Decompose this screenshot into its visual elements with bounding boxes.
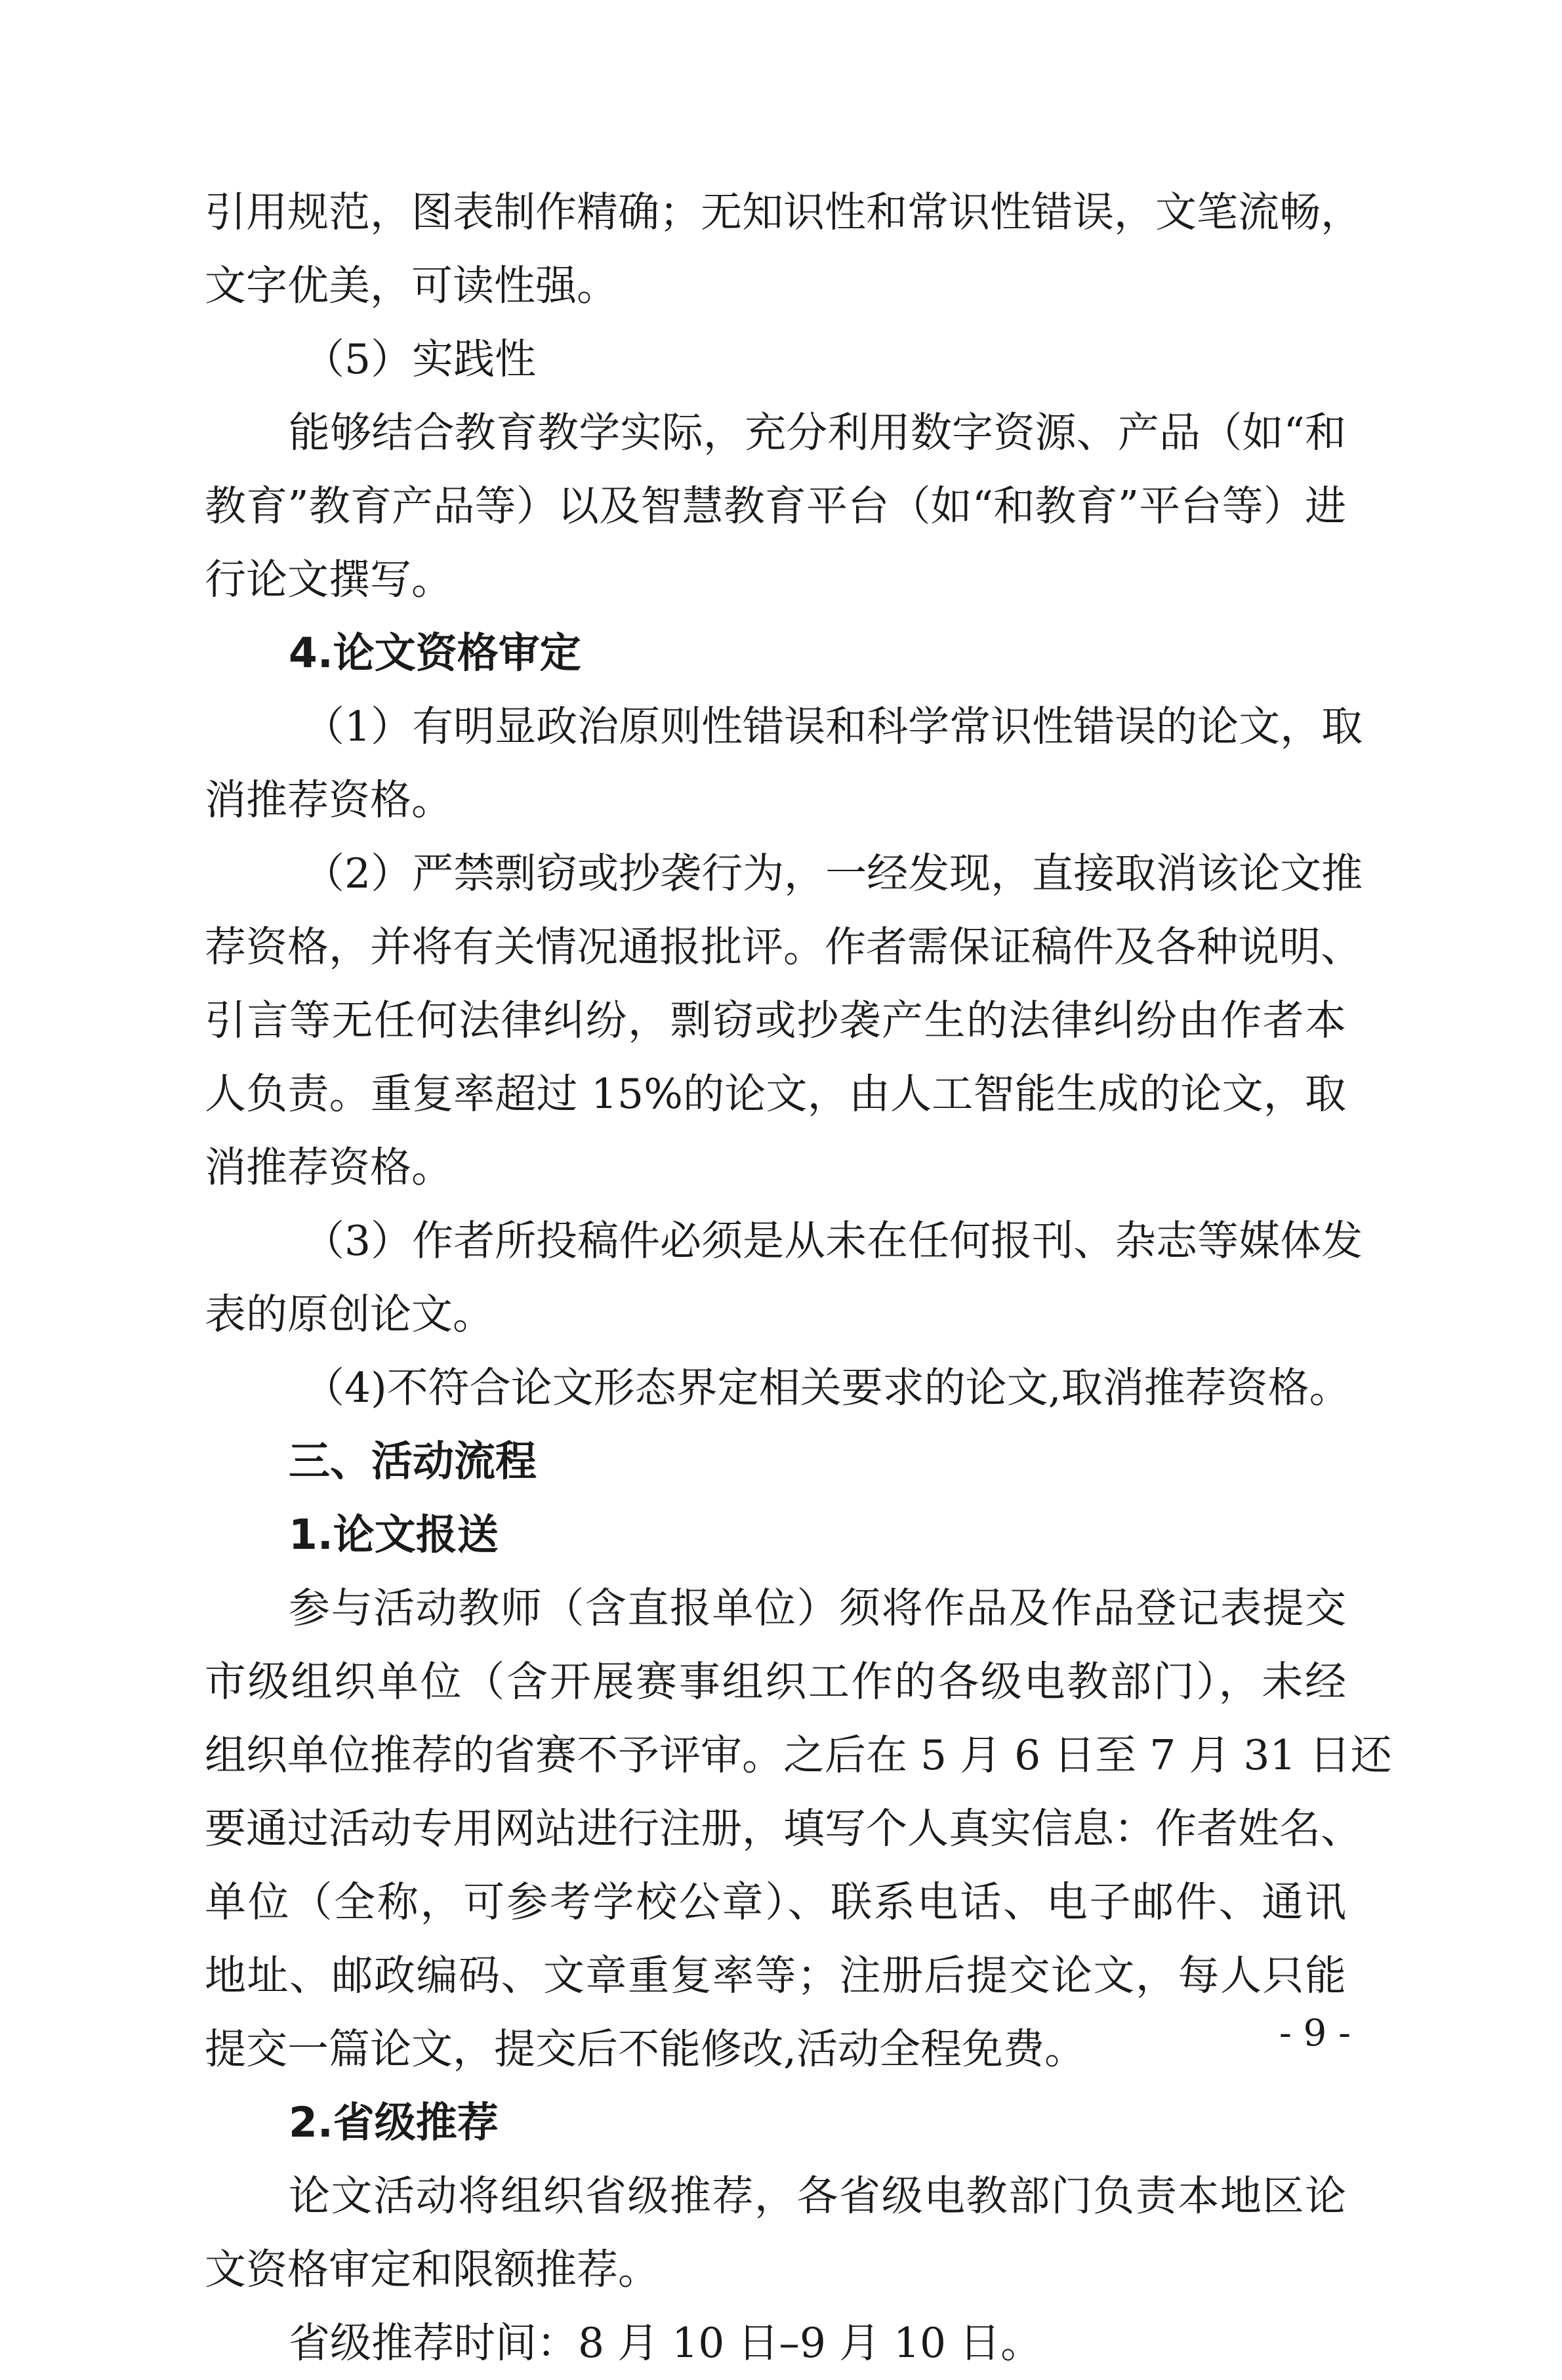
- body-line: 人负责。重复率超过 15%的论文，由人工智能生成的论文，取: [205, 1070, 1346, 1118]
- subheading-practicality: （5）实践性: [303, 335, 537, 383]
- section-heading-submission: 1.论文报送: [289, 1511, 499, 1559]
- body-line: 文字优美，可读性强。: [205, 262, 618, 310]
- body-line: 提交一篇论文，提交后不能修改,活动全程免费。: [205, 2025, 1086, 2073]
- document-body: [205, 176, 1392, 2380]
- body-line: 能够结合教育教学实际，充分利用数字资源、产品（如“和: [289, 409, 1346, 457]
- section-heading-qualification: 4.论文资格审定: [289, 629, 581, 677]
- body-line: 表的原创论文。: [205, 1290, 494, 1338]
- body-line: 引用规范，图表制作精确；无知识性和常识性错误，文笔流畅，: [205, 188, 1362, 236]
- body-line: 要通过活动专用网站进行注册，填写个人真实信息：作者姓名、: [205, 1805, 1362, 1853]
- body-line: 组织单位推荐的省赛不予评审。之后在 5 月 6 日至 7 月 31 日还: [205, 1731, 1392, 1779]
- body-line: 教育”教育产品等）以及智慧教育平台（如“和教育”平台等）进: [205, 482, 1346, 530]
- body-line: 地址、邮政编码、文章重复率等；注册后提交论文，每人只能: [205, 1952, 1346, 2000]
- body-line: 省级推荐时间：8 月 10 日–9 月 10 日。: [289, 2319, 1042, 2367]
- body-line: （1）有明显政治原则性错误和科学常识性错误的论文，取: [303, 703, 1363, 750]
- body-line: 参与活动教师（含直报单位）须将作品及作品登记表提交: [289, 1584, 1346, 1632]
- body-line: 单位（全称，可参考学校公章）、联系电话、电子邮件、通讯: [205, 1878, 1346, 1926]
- body-line: 消推荐资格。: [205, 776, 453, 824]
- body-line: （4)不符合论文形态界定相关要求的论文,取消推荐资格。: [303, 1364, 1351, 1412]
- body-line: （3）作者所投稿件必须是从未在任何报刊、杂志等媒体发: [303, 1217, 1363, 1265]
- body-line: 文资格审定和限额推荐。: [205, 2246, 659, 2293]
- body-line: 市级组织单位（含开展赛事组织工作的各级电教部门），未经: [205, 1658, 1346, 1706]
- body-line: 荐资格，并将有关情况通报批评。作者需保证稿件及各种说明、: [205, 923, 1362, 971]
- body-line: 引言等无任何法律纠纷，剽窃或抄袭产生的法律纠纷由作者本: [205, 996, 1346, 1044]
- section-heading-provincial: 2.省级推荐: [289, 2099, 499, 2146]
- section-heading-process: 三、活动流程: [289, 1437, 537, 1485]
- body-line: 行论文撰写。: [205, 556, 453, 604]
- page-number: - 9 -: [1279, 2012, 1351, 2055]
- body-line: （2）严禁剽窃或抄袭行为，一经发现，直接取消该论文推: [303, 850, 1363, 897]
- body-line: 论文活动将组织省级推荐，各省级电教部门负责本地区论: [289, 2172, 1346, 2220]
- body-line: 消推荐资格。: [205, 1143, 453, 1191]
